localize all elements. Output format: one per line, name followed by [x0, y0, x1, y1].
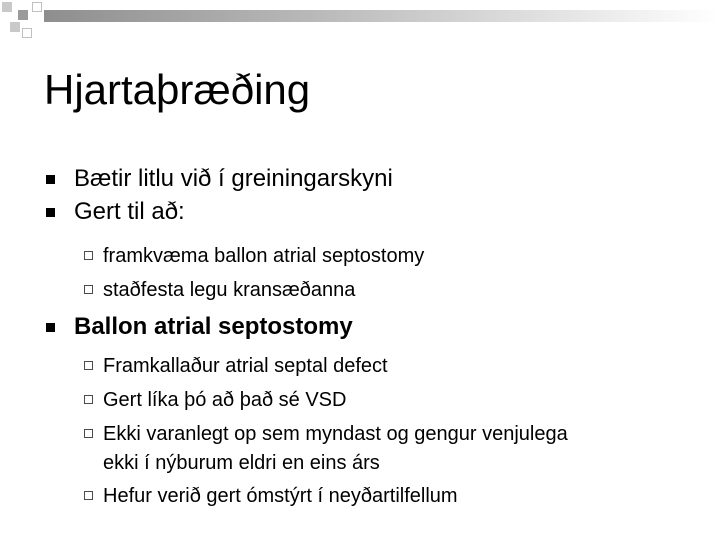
sub-bullet-text: Hefur verið gert ómstýrt í neyðartilfellum: [103, 485, 458, 507]
deco-square: [32, 2, 42, 12]
bullet-square-icon: [46, 175, 55, 184]
sub-bullet-box-icon: [84, 251, 93, 260]
sub-bullet-text: Ekki varanlegt op sem myndast og gengur venjulega: [103, 423, 568, 445]
deco-square: [22, 28, 32, 38]
sub-bullet-text: Framkallaður atrial septal defect: [103, 355, 388, 377]
sub-bullet-text: Gert líka þó að það sé VSD: [103, 389, 347, 411]
sub-bullet-text: staðfesta legu kransæðanna: [103, 279, 356, 301]
bullet-square-icon: [46, 208, 55, 217]
sub-bullet-box-icon: [84, 429, 93, 438]
sub-bullet-box-icon: [84, 395, 93, 404]
slide-title: Hjartaþræðing: [44, 66, 311, 113]
sub-bullet-box-icon: [84, 361, 93, 370]
sub-bullet-box-icon: [84, 491, 93, 500]
sub-bullet-text-continued: ekki í nýburum eldri en eins árs: [103, 452, 380, 474]
sub-bullet-text: framkvæma ballon atrial septostomy: [103, 245, 425, 267]
deco-square: [2, 2, 12, 12]
deco-square: [10, 22, 20, 32]
bullet-text: Gert til að:: [74, 198, 185, 225]
deco-square: [18, 10, 28, 20]
sub-bullet-box-icon: [84, 285, 93, 294]
bullet-square-icon: [46, 323, 55, 332]
bullet-text: Ballon atrial septostomy: [74, 313, 353, 340]
header-gradient-bar: [44, 10, 720, 22]
bullet-text: Bætir litlu við í greiningarskyni: [74, 165, 393, 192]
header-decoration: [0, 0, 720, 40]
